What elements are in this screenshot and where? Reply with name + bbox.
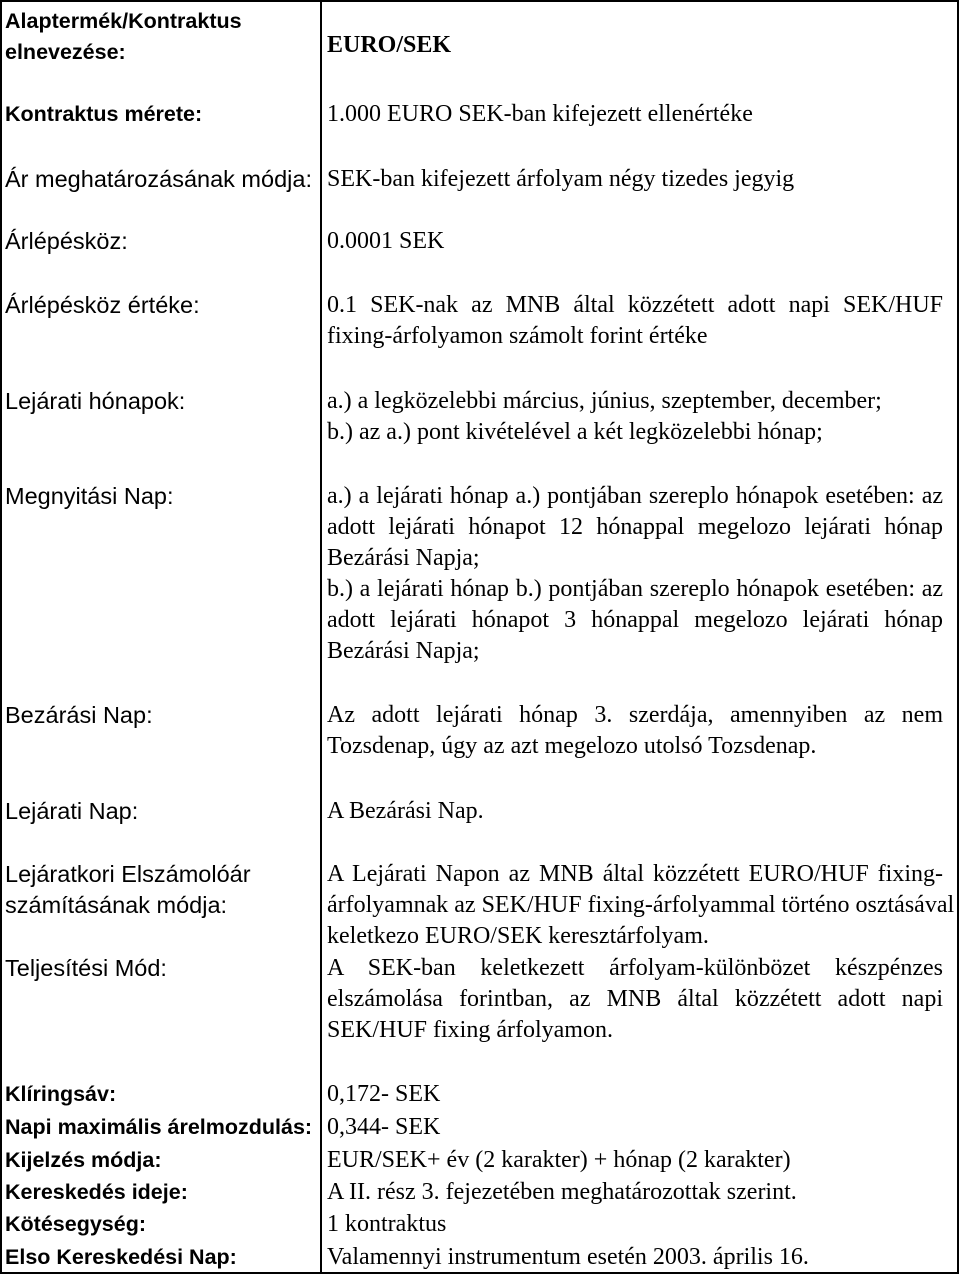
value-line: keletkezo EURO/SEK keresztárfolyam. bbox=[327, 923, 709, 949]
trading-hours-label bbox=[5, 1177, 317, 1208]
label-line: Árlépésköz értéke: bbox=[5, 292, 200, 318]
label-line: elnevezése: bbox=[5, 40, 126, 64]
value-line: 1.000 EURO SEK-ban kifejezett ellenértéke bbox=[327, 101, 753, 127]
value-line: A II. rész 3. fejezetében meghatározottak szerint. bbox=[327, 1179, 797, 1205]
value-line: A SEK-ban keletkezett árfolyam-különbözet készpénzes bbox=[327, 955, 943, 981]
value-line: 0,172- SEK bbox=[327, 1081, 441, 1107]
contract-size-value bbox=[327, 99, 943, 130]
label-line: Lejárati hónapok: bbox=[5, 388, 186, 414]
value-line: fixing-árfolyamon számolt forint értéke bbox=[327, 323, 708, 349]
label-line: számításának módja: bbox=[5, 892, 228, 918]
opening-day-label bbox=[5, 481, 317, 512]
settlement-method-label bbox=[5, 953, 317, 984]
label-line: Ár meghatározásának módja: bbox=[5, 166, 312, 192]
tick-value-label bbox=[5, 290, 317, 321]
closing-day-value bbox=[327, 700, 943, 762]
settlement-price-method-value bbox=[327, 859, 955, 952]
value-line: EUR/SEK+ év (2 karakter) + hónap (2 karakter) bbox=[327, 1147, 791, 1173]
value-line: 0,344- SEK bbox=[327, 1114, 441, 1140]
opening-day-value bbox=[327, 481, 943, 667]
value-line: SEK-ban kifejezett árfolyam négy tizedes jegyig bbox=[327, 166, 795, 192]
value-line: A Bezárási Nap. bbox=[327, 798, 484, 824]
daily-price-limit-value bbox=[327, 1112, 943, 1143]
value-line: 0.1 SEK-nak az MNB által közzétett adott napi SEK/HUF bbox=[327, 292, 943, 318]
price-determination-label bbox=[5, 164, 317, 195]
expiry-months-label bbox=[5, 386, 317, 417]
daily-price-limit-label bbox=[5, 1112, 317, 1143]
label-line: Kijelzés módja: bbox=[5, 1148, 162, 1172]
value-line: adott lejárati hónapot 12 hónappal megelozo lejárati hónap bbox=[327, 514, 943, 540]
label-line: Bezárási Nap: bbox=[5, 702, 153, 728]
tick-size-value bbox=[327, 226, 943, 257]
ticker-format-value bbox=[327, 1145, 943, 1176]
label-line: Lejárati Nap: bbox=[5, 798, 139, 824]
value-line: adott lejárati hónapot 3 hónappal megelozo lejárati hónap bbox=[327, 607, 943, 633]
contract-size-label bbox=[5, 99, 317, 130]
value-line: Bezárási Napja; bbox=[327, 545, 480, 571]
value-line: 0.0001 SEK bbox=[327, 228, 445, 254]
value-line: EURO/SEK bbox=[327, 32, 452, 58]
value-line: 1 kontraktus bbox=[327, 1211, 447, 1237]
value-line: b.) az a.) pont kivételével a két legközelebbi hónap; bbox=[327, 419, 823, 445]
label-line: Kötésegység: bbox=[5, 1212, 146, 1236]
closing-day-label bbox=[5, 700, 317, 731]
label-line: Napi maximális árelmozdulás: bbox=[5, 1115, 313, 1139]
value-line: a.) a lejárati hónap a.) pontjában szereplo hónapok esetében: az bbox=[327, 483, 943, 509]
label-line: Árlépésköz: bbox=[5, 228, 128, 254]
trading-hours-value bbox=[327, 1177, 943, 1208]
label-line: Megnyitási Nap: bbox=[5, 483, 174, 509]
product-name-value bbox=[327, 30, 943, 61]
value-line: Bezárási Napja; bbox=[327, 638, 480, 664]
ticker-format-label bbox=[5, 1145, 317, 1176]
product-name-label bbox=[5, 6, 317, 68]
trading-unit-label bbox=[5, 1209, 317, 1240]
value-line: a.) a legközelebbi március, június, szeptember, december; bbox=[327, 388, 882, 414]
label-line: Klíringsáv: bbox=[5, 1082, 117, 1106]
expiry-day-label bbox=[5, 796, 317, 827]
value-line: árfolyamnak az SEK/HUF fixing-árfolyammal történo osztásával bbox=[327, 892, 955, 918]
clearing-band-value bbox=[327, 1079, 943, 1110]
value-line: SEK/HUF fixing árfolyamon. bbox=[327, 1017, 613, 1043]
settlement-price-method-label bbox=[5, 859, 317, 921]
label-line: Teljesítési Mód: bbox=[5, 955, 167, 981]
value-line: A Lejárati Napon az MNB által közzétett EURO/HUF fixing- bbox=[327, 861, 943, 887]
value-line: elszámolása forintban, az MNB által közzétett adott napi bbox=[327, 986, 943, 1012]
value-line: Valamennyi instrumentum esetén 2003. április 16. bbox=[327, 1244, 809, 1270]
first-trading-day-label bbox=[5, 1242, 317, 1273]
expiry-months-value bbox=[327, 386, 943, 448]
label-line: Alaptermék/Kontraktus bbox=[5, 9, 242, 33]
tick-size-label bbox=[5, 226, 317, 257]
column-divider bbox=[320, 2, 322, 1272]
value-line: Tozsdenap, úgy az azt megelozo utolsó Tozsdenap. bbox=[327, 733, 817, 759]
label-line: Elso Kereskedési Nap: bbox=[5, 1245, 237, 1269]
label-line: Kontraktus mérete: bbox=[5, 102, 203, 126]
expiry-day-value bbox=[327, 796, 943, 827]
price-determination-value bbox=[327, 164, 943, 195]
first-trading-day-value bbox=[327, 1242, 943, 1273]
settlement-method-value bbox=[327, 953, 943, 1046]
label-line: Lejáratkori Elszámolóár bbox=[5, 861, 251, 887]
value-line: b.) a lejárati hónap b.) pontjában szereplo hónapok esetében: az bbox=[327, 576, 943, 602]
value-line: Az adott lejárati hónap 3. szerdája, amennyiben az nem bbox=[327, 702, 943, 728]
clearing-band-label bbox=[5, 1079, 317, 1110]
trading-unit-value bbox=[327, 1209, 943, 1240]
label-line: Kereskedés ideje: bbox=[5, 1180, 188, 1204]
tick-value-value bbox=[327, 290, 943, 352]
